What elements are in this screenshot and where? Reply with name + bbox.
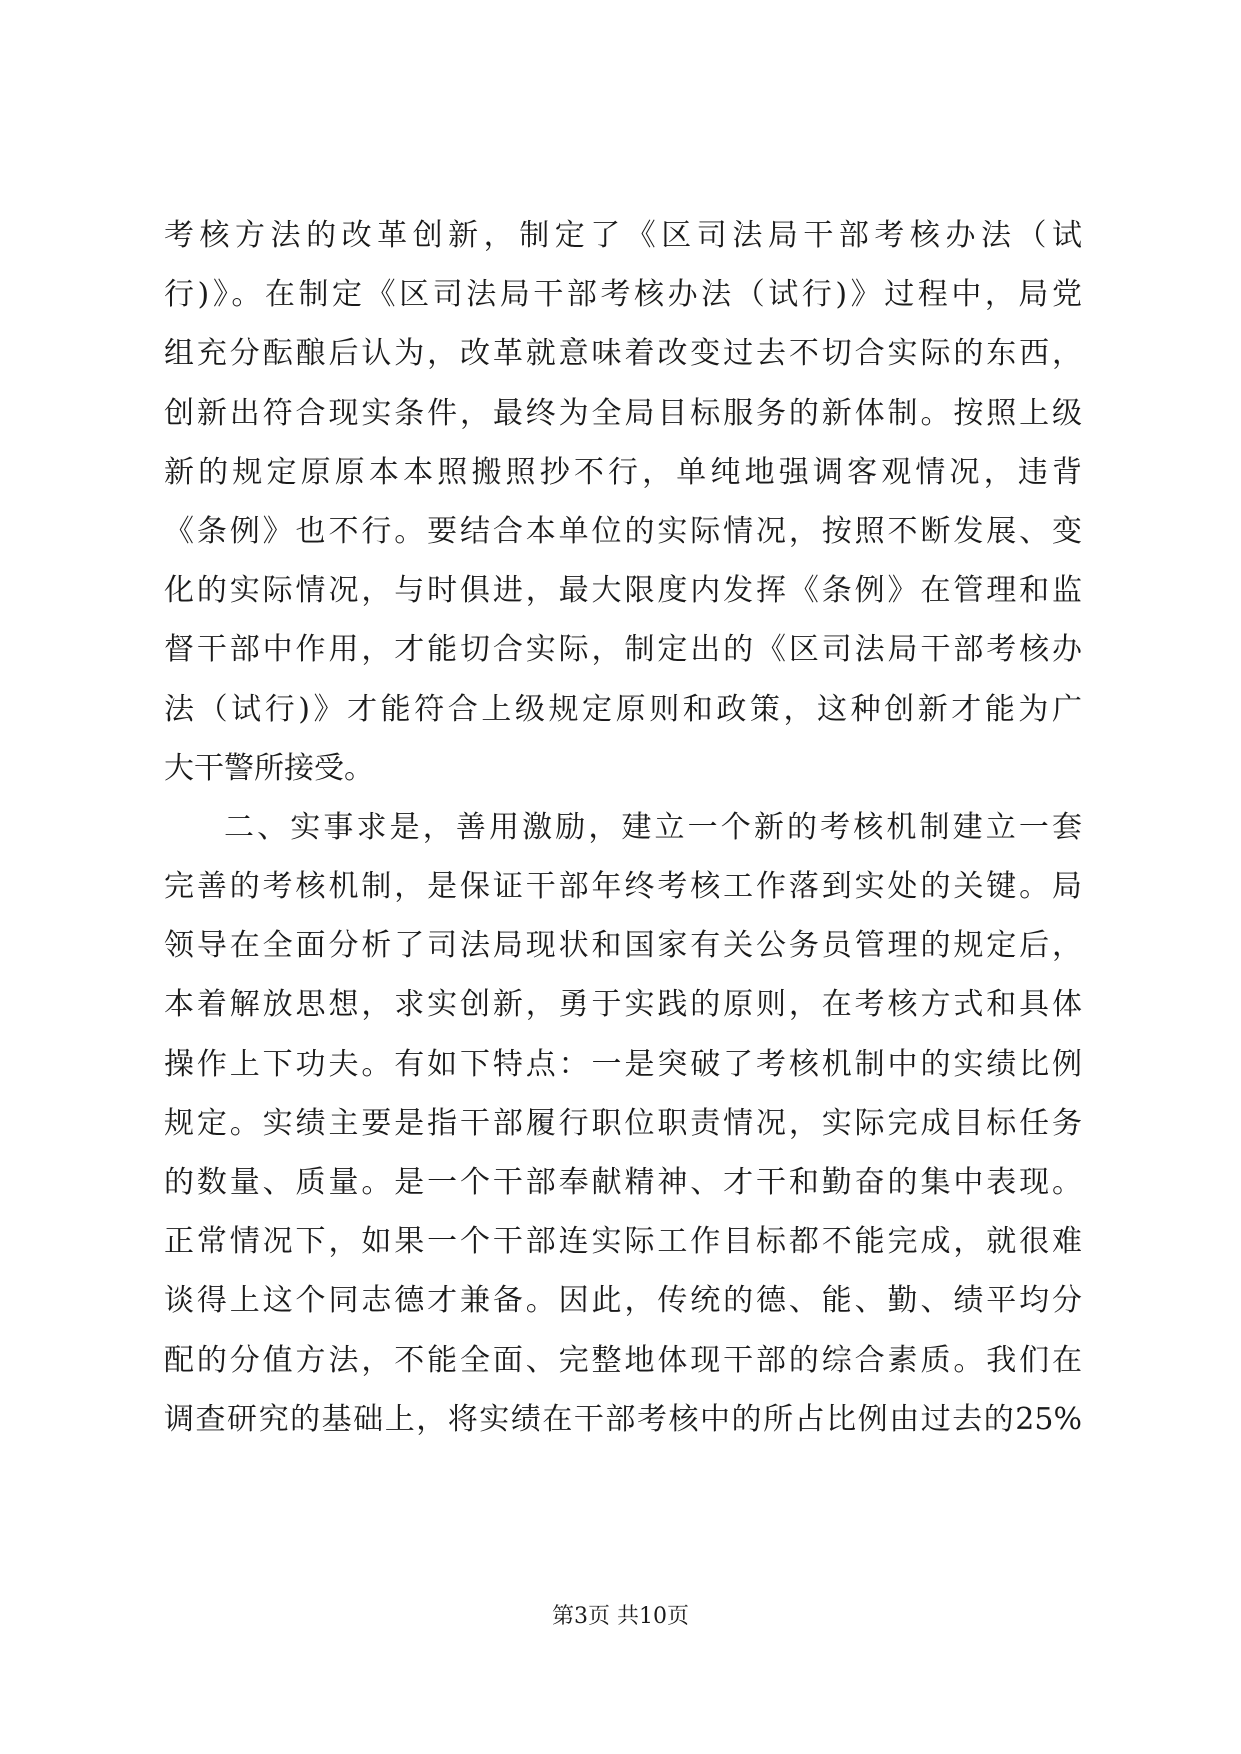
text-line: 本着解放思想，求实创新，勇于实践的原则，在考核方式和具体 xyxy=(164,987,1082,1023)
text-line: 大干警所接受。 xyxy=(164,750,374,786)
text-line: 配的分值方法，不能全面、完整地体现干部的综合素质。我们在 xyxy=(164,1342,1082,1378)
document-body xyxy=(164,206,1082,1449)
text-line: 完善的考核机制，是保证干部年终考核工作落到实处的关键。局 xyxy=(164,869,1082,905)
page-number-footer: 第3页 共10页 xyxy=(552,1604,689,1629)
text-line: 化的实际情况，与时俱进，最大限度内发挥《条例》在管理和监 xyxy=(164,573,1082,609)
text-line: 操作上下功夫。有如下特点：一是突破了考核机制中的实绩比例 xyxy=(164,1046,1082,1082)
text-line: 二、实事求是，善用激励，建立一个新的考核机制建立一套 xyxy=(224,809,1082,845)
text-line: 行)》。在制定《区司法局干部考核办法（试行)》过程中，局党 xyxy=(164,277,1082,313)
text-line: 的数量、质量。是一个干部奉献精神、才干和勤奋的集中表现。 xyxy=(164,1165,1082,1200)
paragraph-2 xyxy=(164,798,1082,1449)
text-line: 法（试行)》才能符合上级规定原则和政策，这种创新才能为广 xyxy=(164,691,1082,727)
text-line: 领导在全面分析了司法局现状和国家有关公务员管理的规定后， xyxy=(164,928,1082,964)
text-line: 《条例》也不行。要结合本单位的实际情况，按照不断发展、变 xyxy=(164,513,1082,549)
text-line: 调查研究的基础上，将实绩在干部考核中的所占比例由过去的25% xyxy=(164,1401,1082,1437)
paragraph-1 xyxy=(164,206,1082,798)
text-line: 正常情况下，如果一个干部连实际工作目标都不能完成，就很难 xyxy=(164,1224,1082,1260)
text-line: 组充分酝酿后认为，改革就意味着改变过去不切合实际的东西， xyxy=(164,336,1082,372)
text-line: 督干部中作用，才能切合实际，制定出的《区司法局干部考核办 xyxy=(164,632,1082,668)
text-line: 考核方法的改革创新，制定了《区司法局干部考核办法（试 xyxy=(164,218,1082,253)
text-line: 规定。实绩主要是指干部履行职位职责情况，实际完成目标任务 xyxy=(164,1105,1082,1141)
text-line: 创新出符合现实条件，最终为全局目标服务的新体制。按照上级 xyxy=(164,395,1082,431)
text-line: 谈得上这个同志德才兼备。因此，传统的德、能、勤、绩平均分 xyxy=(164,1283,1082,1319)
text-line: 新的规定原原本本照搬照抄不行，单纯地强调客观情况，违背 xyxy=(164,454,1082,490)
